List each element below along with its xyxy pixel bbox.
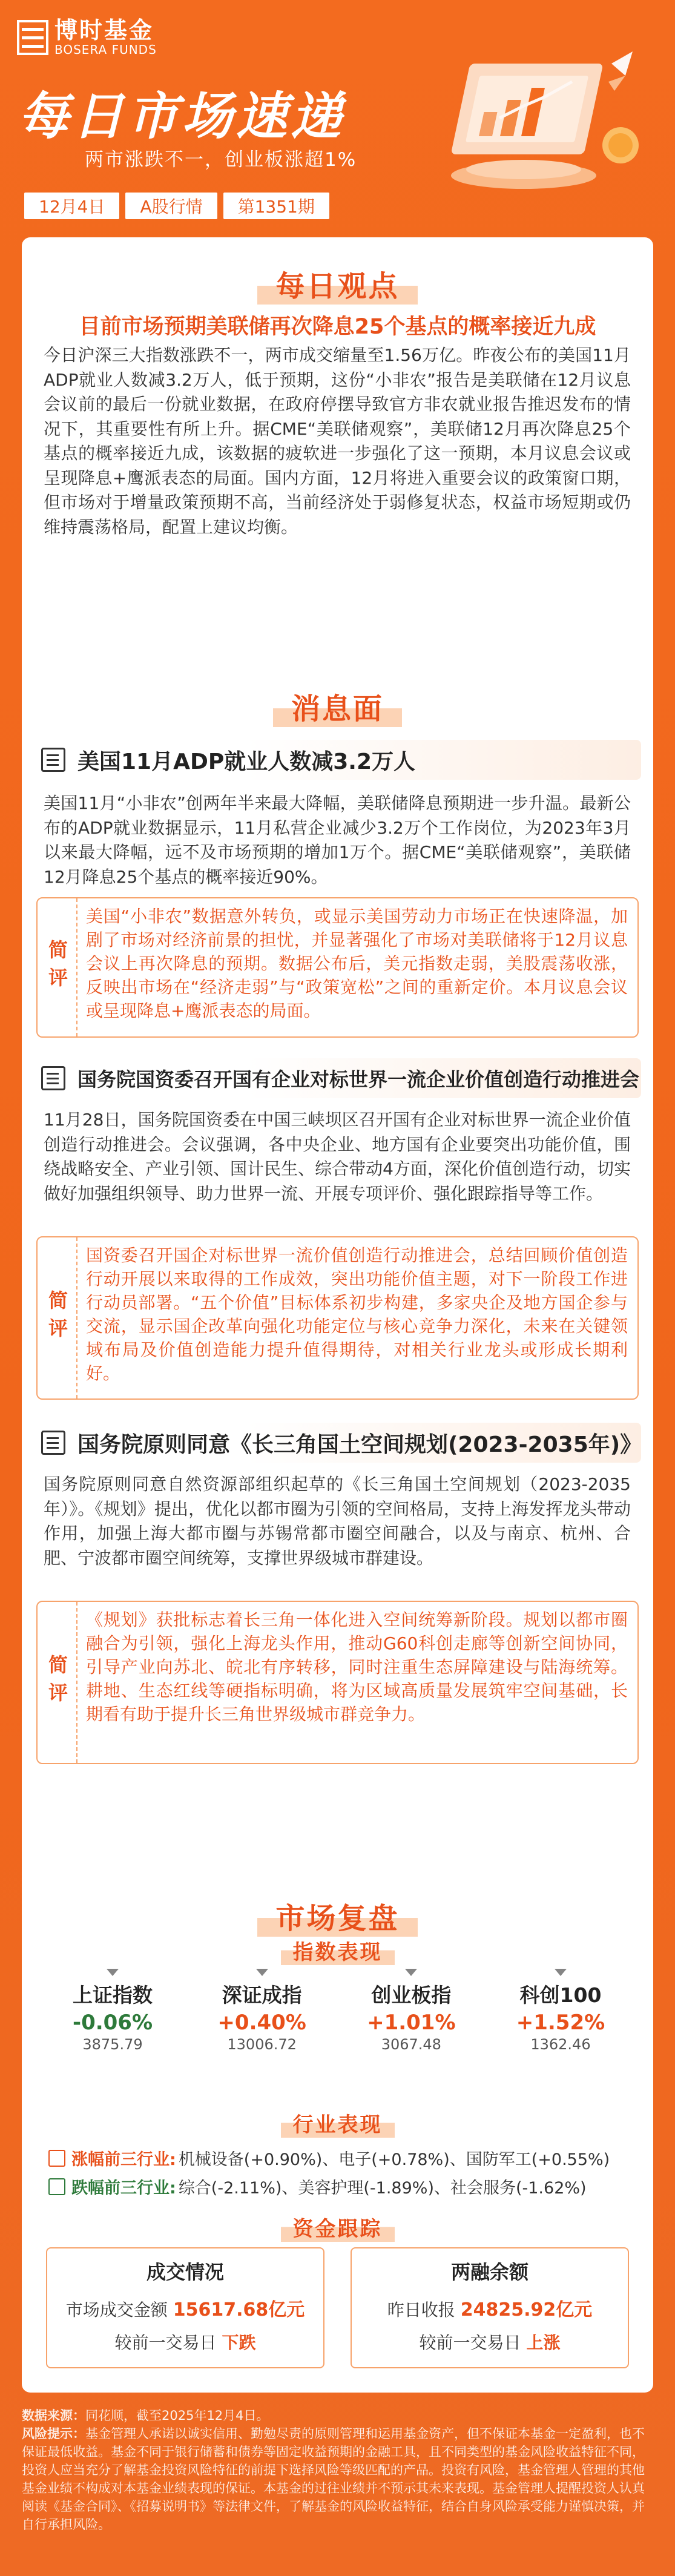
- top-losers-list: 综合(-2.11%)、美容护理(-1.89%)、社会服务(-1.62%): [178, 2179, 587, 2198]
- page-subtitle: 两市涨跌不一，创业板涨超1%: [85, 149, 357, 171]
- index-item: [202, 1969, 323, 2053]
- index-value: 3875.79: [82, 2036, 143, 2053]
- news-item-3-header: [34, 1423, 641, 1463]
- triangle-icon: [405, 1969, 417, 1976]
- news-item-1-review: [36, 897, 639, 1038]
- brand-name-cn: 博时基金: [54, 17, 154, 44]
- news-item-3-review: [36, 1601, 639, 1764]
- document-icon: [41, 1066, 65, 1090]
- page-title: 每日市场速递: [18, 87, 346, 146]
- index-pct: +0.40%: [217, 2011, 306, 2035]
- turnover-compare: 下跌: [222, 2333, 256, 2353]
- funds-title: 资金跟踪: [22, 2212, 653, 2242]
- turnover-label: 市场成交金额: [65, 2300, 168, 2320]
- section-title-market-review: 市场复盘: [22, 1895, 653, 1937]
- content-card: [22, 237, 653, 2393]
- turnover-title: 成交情况: [146, 2261, 224, 2284]
- rising-chart-icon: [48, 2150, 65, 2167]
- news-item-2-review-text: 国资委召开国企对标世界一流价值创造行动推进会，总结回顾价值创造行动开展以来取得的工作成效，突出功能价值主题，对下一阶段工作进行动员部署。“五个价值”目标体系初步构建，多家央企及地方国企参与交流，显示国企改革向强化功能定位与核心竞争力深化，未来在关键领域布局及价值创造能力提升值得期待，对相关行业龙头或形成长期利好。: [86, 1245, 628, 1383]
- turnover-value: 15617.68亿元: [173, 2299, 305, 2321]
- turnover-box: [46, 2247, 324, 2368]
- indices-list: [52, 1969, 621, 2053]
- index-pct: +1.01%: [367, 2011, 456, 2035]
- news-item-2-review: [36, 1236, 639, 1400]
- triangle-icon: [107, 1969, 119, 1976]
- indices-title: 指数表现: [22, 1935, 653, 1965]
- issue-date: 12月4日: [24, 193, 119, 219]
- index-item: [351, 1969, 472, 2053]
- news-item-3-body: 国务院原则同意自然资源部组织起草的《长三角国土空间规划（2023-2035年）》。《规划》提出，优化以都市圈为引领的空间格局，支持上海发挥龙头带动作用，加强上海大都市圈与苏锡常都市圈空间融合，以及与南京、杭州、合肥、宁波都市圈空间统筹，支撑世界级城市群建设。: [44, 1474, 631, 1568]
- margin-compare: 上涨: [526, 2333, 561, 2353]
- news-item-3-review-text: 《规划》获批标志着长三角一体化进入空间统筹新阶段。规划以都市圈融合为引领，强化上海龙头作用，推动G60科创走廊等创新空间协同，引导产业向苏北、皖北有序转移，同时注重生态屏障建设与陆海统筹。耕地、生态红线等硬指标明确，将为区域高质量发展筑牢空间基础，长期看有助于提升长三角世界级城市群竞争力。: [86, 1610, 628, 1724]
- margin-value: 24825.92亿元: [460, 2299, 593, 2321]
- top-gainers-list: 机械设备(+0.90%)、电子(+0.78%)、国防军工(+0.55%): [178, 2150, 610, 2169]
- bosera-logo-icon: [17, 20, 48, 55]
- news-item-2-title: 国务院国资委召开国有企业对标世界一流企业价值创造行动推进会: [77, 1068, 640, 1091]
- news-item-2-body: 11月28日，国务院国资委在中国三峡坝区召开国有企业对标世界一流企业价值创造行动推进会。会议强调，各中央企业、地方国有企业要突出功能价值，围绕战略安全、产业引领、国计民生、综合带动4方面，深化价值创造行动，切实做好加强组织领导、助力世界一流、开展专项评价、强化跟踪指导等工作。: [44, 1110, 631, 1204]
- news-item-2-header: [34, 1058, 641, 1098]
- news-item-1-body: 美国11月“小非农”创两年半来最大降幅，美联储降息预期进一步升温。最新公布的ADP就业数据显示，11月私营企业减少3.2万个工作岗位，为2023年3月以来最大降幅，远不及市场预期的增加1万个。据CME“美联储观察”，美联储12月降息25个基点的概率接近90%。: [44, 793, 631, 887]
- industry-title: 行业表现: [22, 2108, 653, 2138]
- review-label: 简评: [45, 1655, 68, 1710]
- news-item-3-title: 国务院原则同意《长三角国土空间规划(2023-2035年)》: [77, 1432, 642, 1457]
- margin-title: 两融余额: [450, 2261, 528, 2284]
- news-item-1-header: [34, 740, 641, 780]
- falling-chart-icon: [48, 2178, 65, 2195]
- index-name: 科创100: [519, 1983, 602, 2007]
- index-item: [52, 1969, 173, 2053]
- margin-label: 昨日收报: [387, 2300, 455, 2320]
- footer-disclaimer: [22, 2406, 653, 2534]
- index-pct: +1.52%: [516, 2011, 605, 2035]
- index-value: 3067.48: [381, 2036, 441, 2053]
- hero-chart-rocket-illustration: [433, 39, 669, 197]
- index-name: 上证指数: [73, 1983, 153, 2007]
- risk-text: 基金管理人承诺以诚实信用、勤勉尽责的原则管理和运用基金资产，但不保证本基金一定盈利，也不保证最低收益。基金不同于银行储蓄和债券等固定收益预期的金融工具，且不同类型的基金风险收益特征不同，投资人应当充分了解基金投资风险特征的前提下选择风险等级匹配的产品。投资有风险，基金管理人管理的其他基金业绩不构成对本基金业绩表现的保证。本基金的过往业绩并不预示其未来表现。基金管理人提醒投资人认真阅读《基金合同》、《招募说明书》等法律文件，了解基金的风险收益特征，结合自身风险承受能力谨慎决策，并自行承担风险。: [22, 2426, 645, 2532]
- review-label: 简评: [45, 940, 68, 995]
- brand: [17, 18, 157, 57]
- section-title-daily-view: 每日观点: [22, 263, 653, 305]
- margin-compare-prefix: 较前一交易日: [419, 2333, 521, 2353]
- top-gainers-row: [48, 2146, 610, 2170]
- triangle-icon: [555, 1969, 567, 1976]
- margin-box: [351, 2247, 629, 2368]
- index-value: 1362.46: [530, 2036, 591, 2053]
- top-losers-row: [48, 2175, 587, 2198]
- index-value: 13006.72: [227, 2036, 297, 2053]
- source-text: 同花顺，截至2025年12月4日。: [85, 2408, 269, 2423]
- review-label: 简评: [45, 1290, 68, 1346]
- triangle-icon: [256, 1969, 268, 1976]
- risk-label: 风险提示：: [22, 2426, 85, 2441]
- issue-category: A股行情: [125, 193, 217, 219]
- top-gainers-label: 涨幅前三行业:: [71, 2150, 176, 2169]
- issue-meta: [24, 193, 329, 219]
- index-name: 深证成指: [222, 1983, 302, 2007]
- document-icon: [41, 1431, 65, 1455]
- index-item: [500, 1969, 621, 2053]
- section-title-news: 消息面: [22, 685, 653, 727]
- document-icon: [41, 748, 65, 772]
- index-name: 创业板指: [371, 1983, 452, 2007]
- daily-view-body: 今日沪深三大指数涨跌不一，两市成交缩量至1.56万亿。昨夜公布的美国11月ADP就业人数减3.2万人，低于预期，这份“小非农”报告是美联储在12月议息会议前的最后一份就业数据，在政府停摆导致官方非农就业报告推迟发布的情况下，其重要性有所上升。据CME“美联储观察”，美联储12月再次降息25个基点的概率接近九成，该数据的疲软进一步强化了这一预期，本月议息会议或呈现降息+鹰派表态的局面。国内方面，12月将进入重要会议的政策窗口期，但市场对于增量政策预期不高，当前经济处于弱修复状态，权益市场短期或仍维持震荡格局，配置上建议均衡。: [44, 345, 631, 537]
- turnover-compare-prefix: 较前一交易日: [114, 2333, 217, 2353]
- header: [0, 0, 675, 224]
- brand-name-en: BOSERA FUNDS: [54, 42, 157, 57]
- top-losers-label: 跌幅前三行业:: [71, 2179, 176, 2198]
- news-item-1-review-text: 美国“小非农”数据意外转负，或显示美国劳动力市场正在快速降温，加剧了市场对经济前景的担忧，并显著强化了市场对美联储将于12月议息会议上再次降息的预期。数据公布后，美元指数走弱，美股震荡收涨，反映出市场在“经济走弱”与“政策宽松”之间的重新定价。本月议息会议或呈现降息+鹰派表态的局面。: [86, 906, 628, 1021]
- issue-number: 第1351期: [223, 193, 329, 219]
- daily-view-headline: 目前市场预期美联储再次降息25个基点的概率接近九成: [79, 315, 596, 339]
- source-label: 数据来源：: [22, 2408, 85, 2423]
- news-item-1-title: 美国11月ADP就业人数减3.2万人: [77, 749, 416, 774]
- index-pct: -0.06%: [72, 2011, 153, 2035]
